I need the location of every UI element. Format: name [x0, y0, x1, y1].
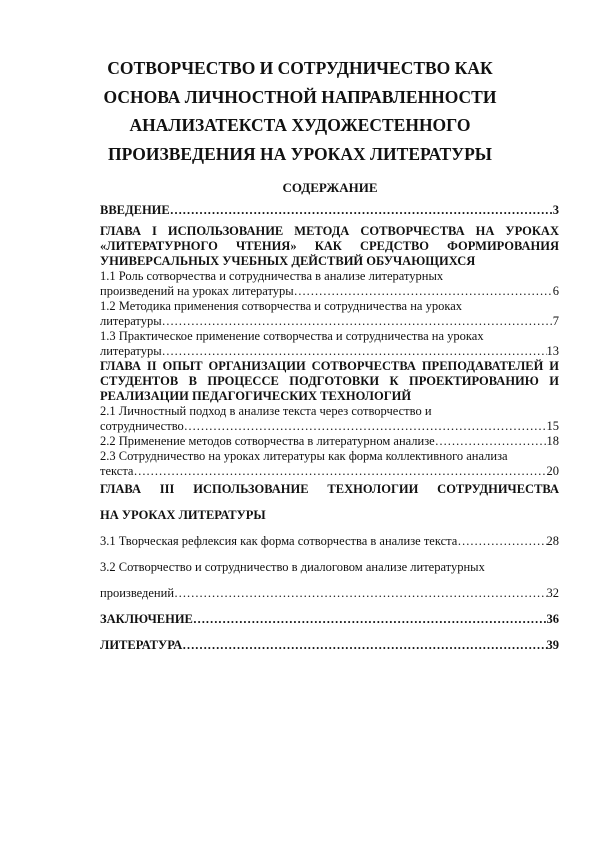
toc-entry-3-2 — [100, 560, 559, 601]
toc-label: 1.2 Методика применения сотворчества и сотрудничества на уроках — [100, 299, 462, 313]
toc-page: 18 — [546, 434, 559, 448]
toc-page: 32 — [546, 586, 559, 600]
toc-label: 1.1 Роль сотворчества и сотрудничества в анализе литературных — [100, 269, 444, 283]
toc-chapter-3-title: ГЛАВА III ИСПОЛЬЗОВАНИЕ ТЕХНОЛОГИИ СОТРУДНИЧЕСТВА — [100, 482, 559, 496]
toc-entry-1-2 — [100, 299, 559, 329]
toc-label-cont: сотрудничество — [100, 419, 184, 433]
toc-label-cont: литературы — [100, 344, 162, 358]
toc-page: 7 — [552, 314, 559, 328]
toc-label: 2.2 Применение методов сотворчества в литературном анализе — [100, 434, 435, 448]
toc-chapter-3-title-cont: НА УРОКАХ ЛИТЕРАТУРЫ — [100, 508, 266, 522]
toc-entry-2-1 — [100, 404, 559, 434]
title-line: ОСНОВА ЛИЧНОСТНОЙ НАПРАВЛЕННОСТИ — [103, 86, 497, 107]
toc-label: ВВЕДЕНИЕ — [100, 203, 170, 217]
toc-page: 20 — [546, 464, 559, 478]
toc-page: 28 — [546, 534, 559, 548]
toc-chapter-1-title: ГЛАВА I ИСПОЛЬЗОВАНИЕ МЕТОДА СОТВОРЧЕСТВА НА УРОКАХ «ЛИТЕРАТУРНОГО ЧТЕНИЯ» КАК СРЕДСТВО ФОРМИРОВАНИЯ УНИВЕРСАЛЬНЫХ УЧЕБНЫХ ДЕЙСТВИЙ ОБУЧАЮЩИХСЯ — [100, 224, 559, 268]
toc-label: 2.1 Личностный подход в анализе текста через сотворчество и — [100, 404, 432, 418]
table-of-contents — [100, 203, 559, 653]
toc-entry-2-3 — [100, 449, 559, 479]
title-line: СОТВОРЧЕСТВО И СОТРУДНИЧЕСТВО КАК — [107, 58, 493, 78]
toc-entry-1-3 — [100, 329, 559, 359]
toc-entry-literature — [100, 638, 559, 653]
document-title — [80, 54, 520, 168]
toc-label: ЛИТЕРАТУРА — [100, 638, 183, 652]
toc-label: 3.1 Творческая рефлексия как форма сотворчества в анализе текста — [100, 534, 458, 548]
toc-label: 2.3 Сотрудничество на уроках литературы как форма коллективного анализа — [100, 449, 508, 463]
toc-chapter-2-title: ГЛАВА II ОПЫТ ОРГАНИЗАЦИИ СОТВОРЧЕСТВА ПРЕПОДАВАТЕЛЕЙ И СТУДЕНТОВ В ПРОЦЕССЕ ПОДГОТОВКИ К ПРОЕКТИРОВАНИЮ И РЕАЛИЗАЦИИ ПЕДАГОГИЧЕСКИХ ТЕХНОЛОГИЙ — [100, 359, 559, 403]
toc-label-cont: текста — [100, 464, 134, 478]
toc-page: 6 — [552, 284, 559, 298]
toc-entry-1-1 — [100, 269, 559, 299]
toc-entry-intro — [100, 203, 559, 218]
toc-label-cont: произведений — [100, 586, 175, 600]
toc-label-cont: литературы — [100, 314, 162, 328]
toc-label: 1.3 Практическое применение сотворчества и сотрудничества на уроках — [100, 329, 484, 343]
toc-entry-conclusion — [100, 612, 559, 627]
toc-label: 3.2 Сотворчество и сотрудничество в диалоговом анализе литературных — [100, 560, 485, 574]
title-line: АНАЛИЗАТЕКСТА ХУДОЖЕСТЕННОГО — [129, 115, 471, 135]
contents-heading: СОДЕРЖАНИЕ — [282, 180, 378, 195]
toc-page: 13 — [546, 344, 559, 358]
toc-label-cont: произведений на уроках литературы — [100, 284, 294, 298]
toc-page: 15 — [546, 419, 559, 433]
toc-entry-3-1 — [100, 534, 559, 549]
toc-page: 36 — [546, 612, 559, 626]
toc-page: 39 — [546, 638, 559, 652]
toc-label: ЗАКЛЮЧЕНИЕ — [100, 612, 193, 626]
title-line: ПРОИЗВЕДЕНИЯ НА УРОКАХ ЛИТЕРАТУРЫ — [108, 143, 492, 164]
toc-entry-2-2 — [100, 434, 559, 449]
toc-page: 3 — [552, 203, 559, 217]
